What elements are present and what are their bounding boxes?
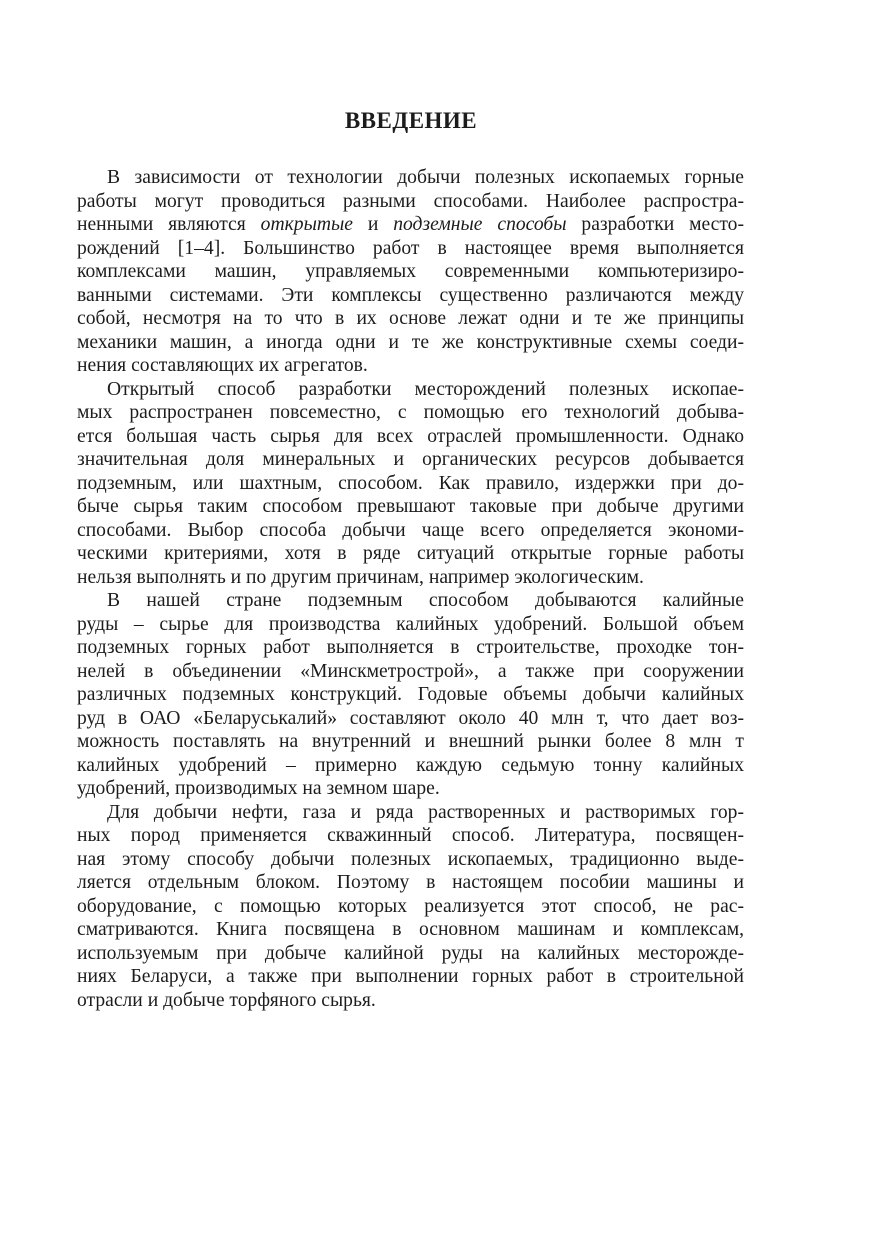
text-segment: и <box>352 214 394 235</box>
text-segment: ненными являются <box>77 214 261 235</box>
text-line: Открытый способ разработки месторождений полезных ископае- <box>107 378 744 400</box>
text-line: ется большая часть сырья для всех отраслей промышленности. Однако <box>77 425 744 447</box>
document-body <box>77 166 744 1012</box>
text-line: рождений [1–4]. Большинство работ в настоящее время выполняется <box>77 237 744 259</box>
text-line: значительная доля минеральных и органических ресурсов добывается <box>77 449 744 470</box>
text-line: нелей в объединении «Минскметрострой», а также при сооружении <box>77 660 744 682</box>
paragraph-2 <box>77 378 744 590</box>
paragraph-4 <box>77 801 744 1013</box>
paragraph-1 <box>77 166 744 378</box>
text-line: нения составляющих их агрегатов. <box>77 355 368 376</box>
text-line: используемым при добыче калийной руды на калийных месторожде- <box>77 942 744 964</box>
text-line: Для добычи нефти, газа и ряда растворенных и растворимых гор- <box>107 801 744 823</box>
text-line: ляется отдельным блоком. Поэтому в настоящем пособии машины и <box>77 872 744 893</box>
text-line: мых распространен повсеместно, с помощью его технологий добыва- <box>77 402 744 423</box>
text-line: сматриваются. Книга посвящена в основном машинам и комплексам, <box>77 919 744 940</box>
text-line: В нашей стране подземным способом добываются калийные <box>107 590 744 611</box>
text-segment: разработки место- <box>566 214 745 235</box>
text-line: подземных горных работ выполняется в строительстве, проходке тон- <box>77 637 744 658</box>
text-line: способами. Выбор способа добычи чаще всего определяется экономи- <box>77 519 744 541</box>
text-line: ниях Беларуси, а также при выполнении горных работ в строительной <box>77 966 744 987</box>
text-line: руды – сырье для производства калийных удобрений. Большой объем <box>77 613 744 635</box>
text-line: работы могут проводиться разными способами. Наиболее распростра- <box>77 190 744 212</box>
text-line: удобрений, производимых на земном шаре. <box>77 778 440 799</box>
text-line: оборудование, с помощью которых реализуется этот способ, не рас- <box>77 895 744 917</box>
text-line: калийных удобрений – примерно каждую седьмую тонну калийных <box>77 754 744 776</box>
text-line: быче сырья таким способом превышают таковые при добыче другими <box>77 496 744 517</box>
text-line: руд в ОАО «Беларуськалий» составляют около 40 млн т, что дает воз- <box>77 707 744 729</box>
text-line: комплексами машин, управляемых современными компьютеризиро- <box>77 261 744 282</box>
text-line: можность поставлять на внутренний и внешний рынки более 8 млн т <box>77 731 744 752</box>
text-line: собой, несмотря на то что в их основе лежат одни и те же принципы <box>77 308 744 329</box>
text-line: отрасли и добыче торфяного сырья. <box>77 989 376 1011</box>
emphasis-underground: подземные способы <box>393 214 567 235</box>
text-line: ная этому способу добычи полезных ископаемых, традиционно выде- <box>77 848 744 870</box>
paragraph-3 <box>77 589 744 801</box>
text-line: нельзя выполнять и по другим причинам, например экологическим. <box>77 566 644 588</box>
text-line: ных пород применяется скважинный способ. Литература, посвящен- <box>77 825 744 846</box>
emphasis-open-pit: открытые <box>260 214 353 235</box>
text-line: подземным, или шахтным, способом. Как правило, издержки при до- <box>77 472 744 494</box>
text-line: ческими критериями, хотя в ряде ситуаций открытые горные работы <box>77 543 744 564</box>
text-line: ванными системами. Эти комплексы существенно различаются между <box>77 284 744 306</box>
text-line-with-emphasis <box>77 213 744 237</box>
text-line: механики машин, а иногда одни и те же конструктивные схемы соеди- <box>77 331 744 353</box>
text-line: различных подземных конструкций. Годовые объемы добычи калийных <box>77 684 744 705</box>
text-line: В зависимости от технологии добычи полезных ископаемых горные <box>107 167 744 188</box>
page-title: ВВЕДЕНИЕ <box>344 108 478 133</box>
